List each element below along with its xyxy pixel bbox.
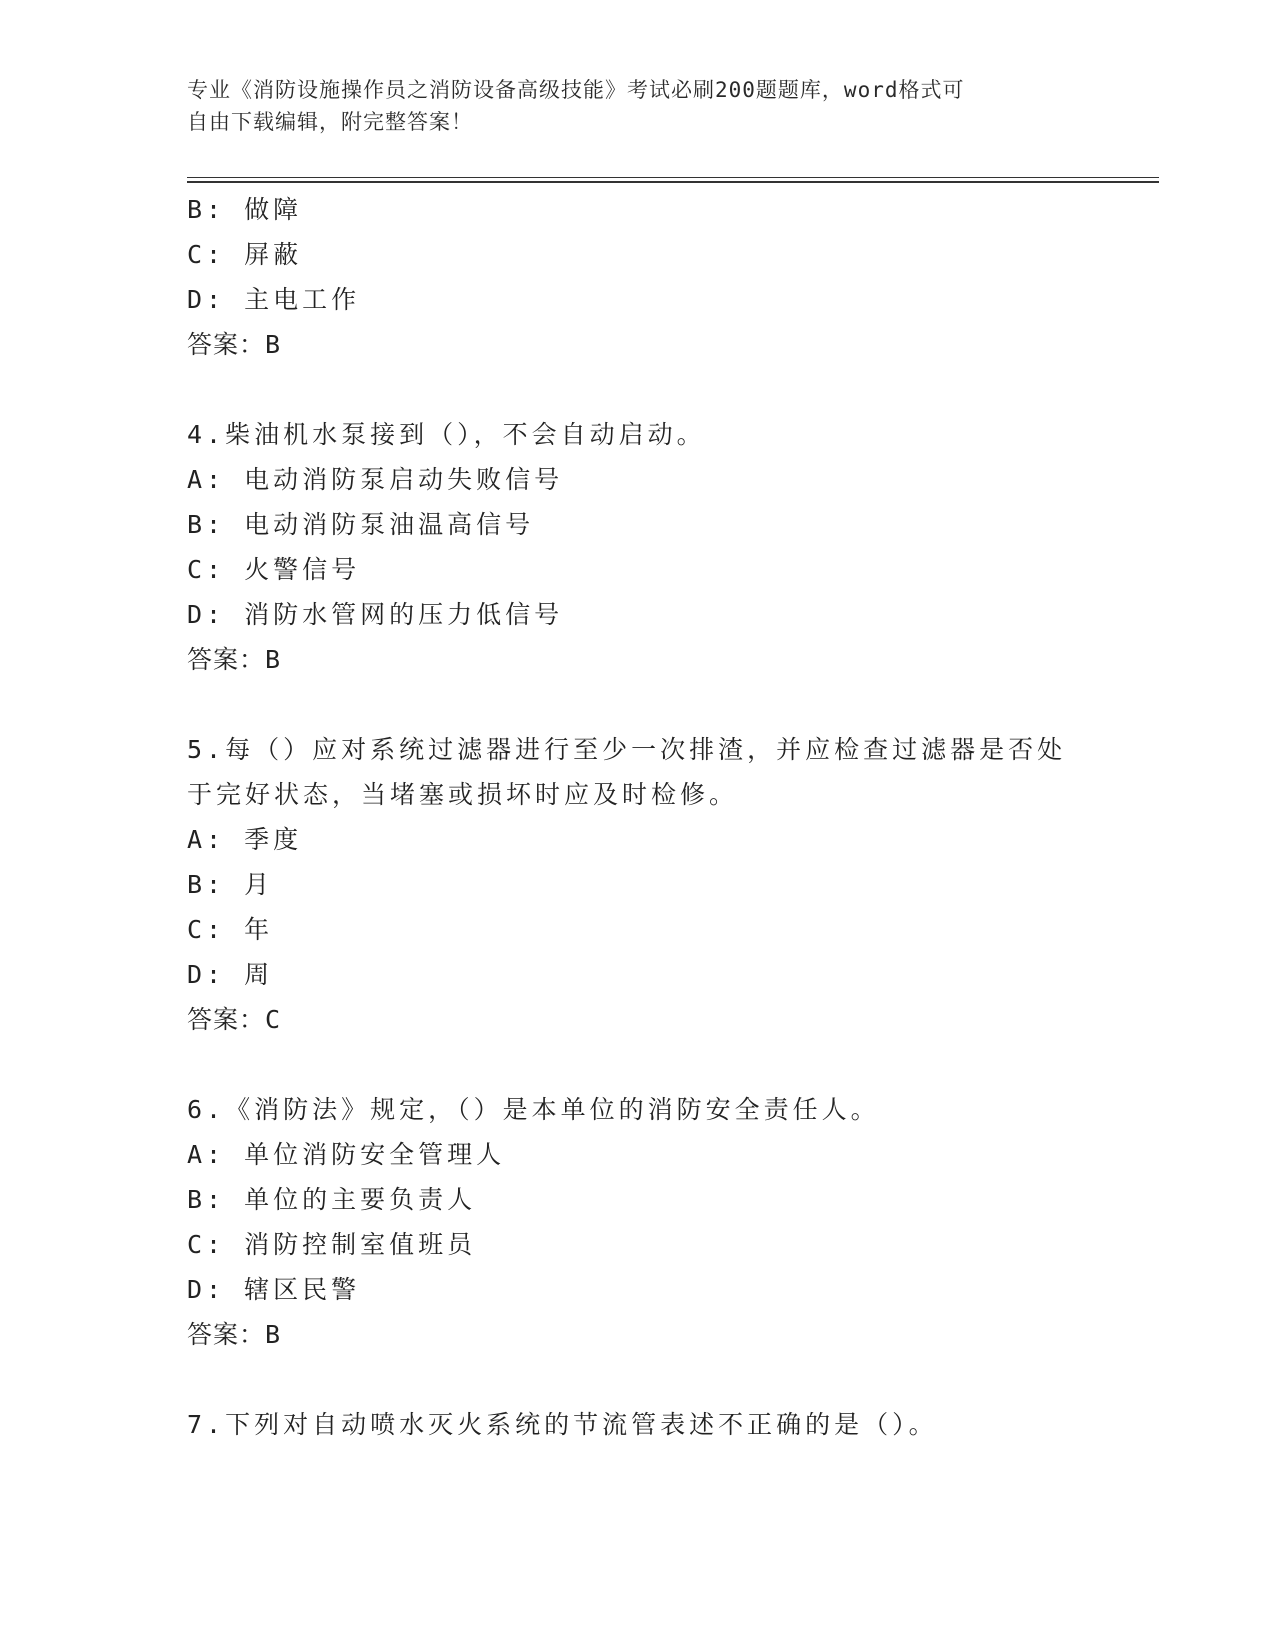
q3-option-d: D: 主电工作 bbox=[187, 285, 361, 314]
q4-option-a: A: 电动消防泵启动失败信号 bbox=[187, 465, 564, 494]
q3-option-b: B: 做障 bbox=[187, 195, 303, 224]
q5-option-c: C: 年 bbox=[187, 915, 274, 944]
header-divider-thick bbox=[187, 181, 1159, 183]
q6-answer: 答案：B bbox=[187, 1320, 282, 1349]
q5-option-a: A: 季度 bbox=[187, 825, 303, 854]
q6-stem: 6.《消防法》规定，（）是本单位的消防安全责任人。 bbox=[187, 1095, 880, 1124]
q5-answer: 答案：C bbox=[187, 1005, 282, 1034]
q5-option-b: B: 月 bbox=[187, 870, 274, 899]
q5-stem-line-1: 5.每（）应对系统过滤器进行至少一次排渣，并应检查过滤器是否处 bbox=[187, 735, 1067, 764]
header-divider-thin bbox=[187, 177, 1159, 178]
q3-option-c: C: 屏蔽 bbox=[187, 240, 303, 269]
q5-option-d: D: 周 bbox=[187, 960, 274, 989]
q4-option-d: D: 消防水管网的压力低信号 bbox=[187, 600, 564, 629]
q4-option-c: C: 火警信号 bbox=[187, 555, 361, 584]
header-line-1: 专业《消防设施操作员之消防设备高级技能》考试必刷200题题库，word格式可 bbox=[187, 78, 965, 102]
q6-option-b: B: 单位的主要负责人 bbox=[187, 1185, 477, 1214]
q6-option-a: A: 单位消防安全管理人 bbox=[187, 1140, 506, 1169]
q4-option-b: B: 电动消防泵油温高信号 bbox=[187, 510, 535, 539]
q6-option-d: D: 辖区民警 bbox=[187, 1275, 361, 1304]
header-line-2: 自由下载编辑，附完整答案！ bbox=[187, 110, 473, 134]
document-header bbox=[187, 74, 1077, 138]
q4-stem: 4.柴油机水泵接到（），不会自动启动。 bbox=[187, 420, 706, 449]
q6-option-c: C: 消防控制室值班员 bbox=[187, 1230, 477, 1259]
q3-answer: 答案：B bbox=[187, 330, 282, 359]
q4-answer: 答案：B bbox=[187, 645, 282, 674]
q5-stem-line-2: 于完好状态，当堵塞或损坏时应及时检修。 bbox=[187, 780, 739, 809]
q7-stem: 7.下列对自动喷水灭火系统的节流管表述不正确的是（）。 bbox=[187, 1410, 938, 1439]
